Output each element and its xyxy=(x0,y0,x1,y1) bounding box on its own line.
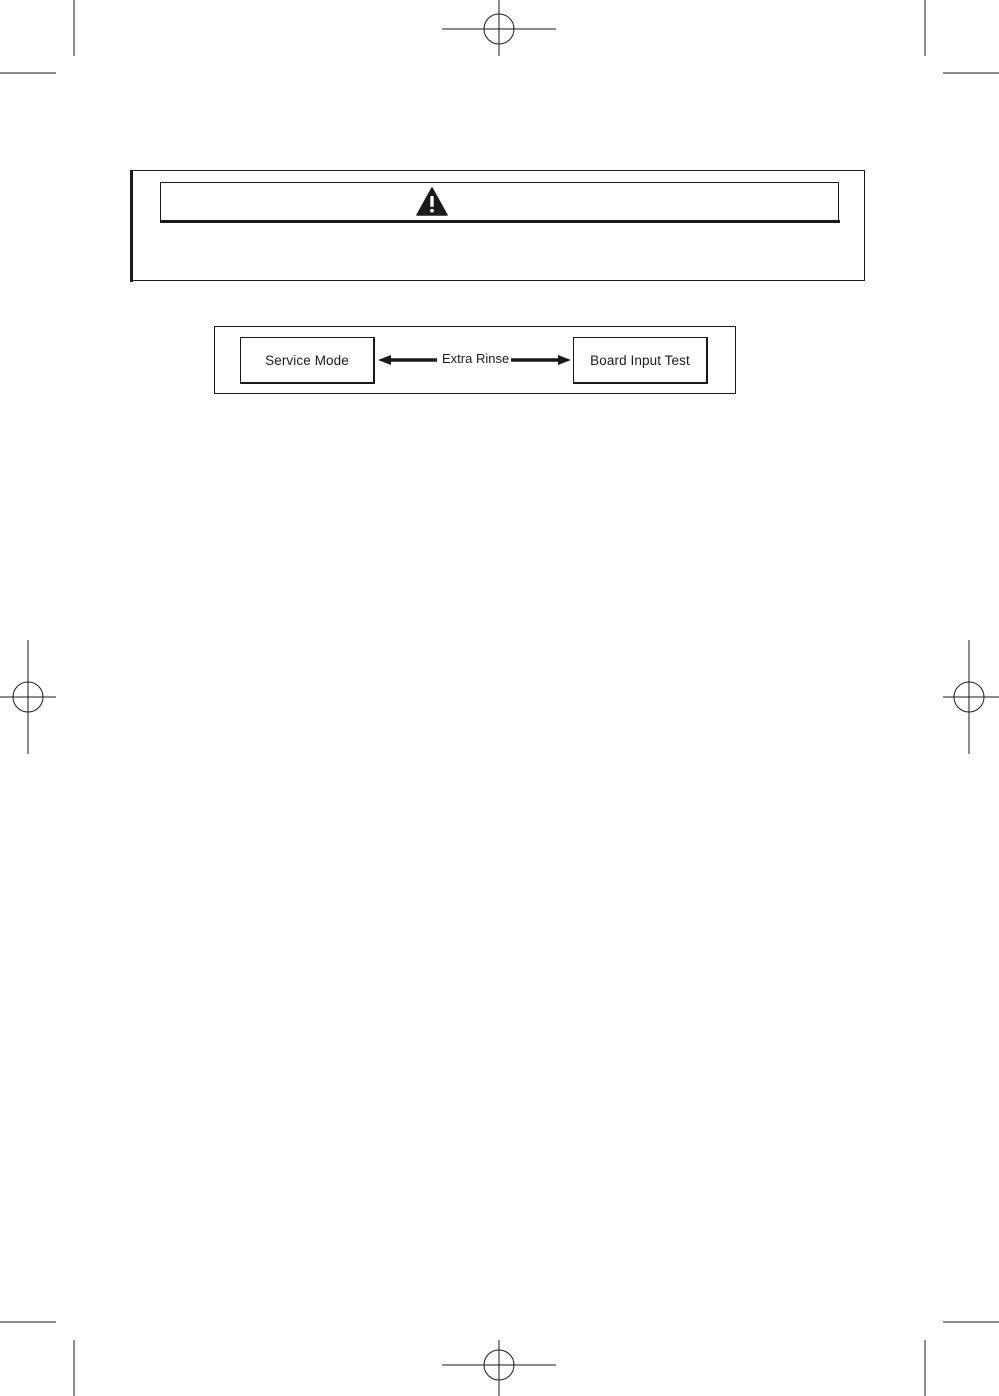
registration-mark-bottom xyxy=(442,1340,556,1396)
caution-panel xyxy=(130,170,865,281)
extra-rinse-button-label: Extra Rinse xyxy=(442,351,510,366)
mode-navigation-diagram xyxy=(214,326,736,394)
registration-mark-left xyxy=(0,640,56,754)
service-mode-box[interactable]: Service Mode xyxy=(240,337,375,384)
registration-mark-top xyxy=(442,0,556,56)
caution-banner xyxy=(160,182,839,222)
board-input-test-box[interactable]: Board Input Test xyxy=(573,337,708,384)
warning-triangle-icon xyxy=(416,187,448,216)
registration-mark-right xyxy=(943,640,999,754)
